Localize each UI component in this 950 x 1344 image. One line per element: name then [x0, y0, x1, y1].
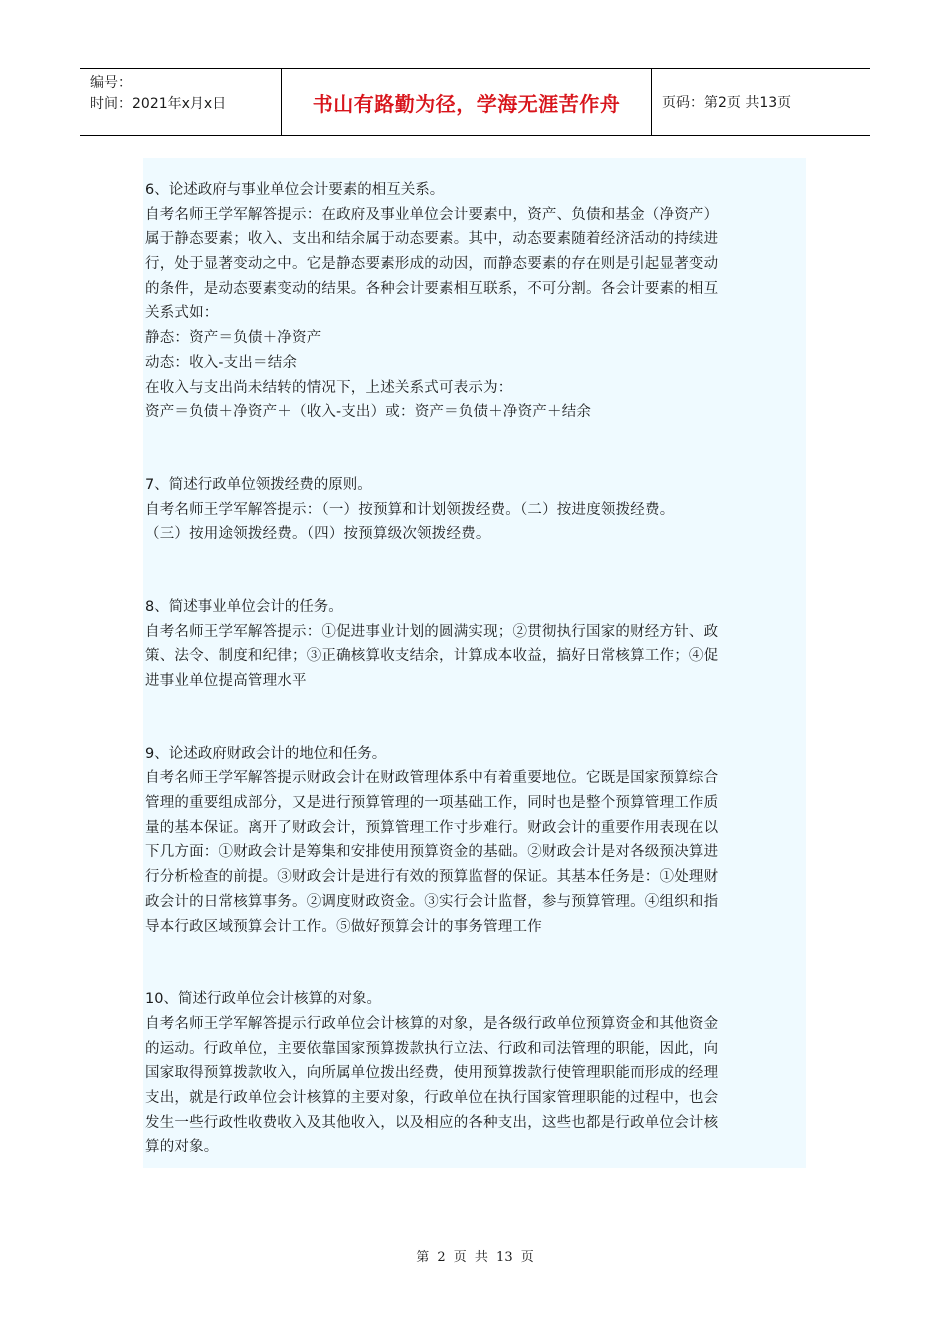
question-section	[145, 178, 806, 425]
question-title: 8、简述事业单位会计的任务。	[145, 598, 343, 615]
answer-line: 行，处于显著变动之中。它是静态要素形成的动因，而静态要素的存在则是引起显著变动	[145, 256, 719, 273]
answer-line: 自考名师王学军解答提示：①促进事业计划的圆满实现；②贯彻执行国家的财经方针、政	[145, 623, 719, 640]
answer-line: 算的对象。	[145, 1139, 219, 1156]
answer-line: （三）按用途领拨经费。（四）按预算级次领拨经费。	[145, 526, 491, 543]
page-footer: 第 2 页 共 13 页	[416, 1250, 534, 1265]
answer-line: 的运动。行政单位，主要依靠国家预算拨款执行立法、行政和司法管理的职能，因此，向	[145, 1040, 719, 1057]
answer-line: 发生一些行政性收费收入及其他收入，以及相应的各种支出，这些也都是行政单位会计核	[145, 1114, 719, 1131]
answer-line: 自考名师王学军解答提示：（一）按预算和计划领拨经费。（二）按进度领拨经费。	[145, 501, 675, 518]
answer-line: 行分析检查的前提。③财政会计是进行有效的预算监督的保证。其基本任务是：①处理财	[145, 869, 719, 886]
header-page-number: 页码：第2页 共13页	[662, 95, 792, 111]
answer-line: 管理的重要组成部分，又是进行预算管理的一项基础工作，同时也是整个预算管理工作质	[145, 795, 719, 812]
answer-line: 的条件，是动态要素变动的结果。各种会计要素相互联系，不可分割。各会计要素的相互	[145, 280, 719, 297]
answer-line: 关系式如：	[145, 305, 219, 322]
question-section	[145, 595, 806, 694]
answer-line: 支出，就是行政单位会计核算的主要对象，行政单位在执行国家管理职能的过程中，也会	[145, 1089, 719, 1106]
answer-line: 进事业单位提高管理水平	[145, 673, 307, 689]
answer-line: 在收入与支出尚未结转的情况下，上述关系式可表示为：	[145, 379, 513, 396]
answer-line: 自考名师王学军解答提示财政会计在财政管理体系中有着重要地位。它既是国家预算综合	[145, 770, 719, 787]
doc-number-label: 编号：	[90, 75, 132, 91]
answer-line: 量的基本保证。离开了财政会计，预算管理工作寸步难行。财政会计的重要作用表现在以	[145, 819, 719, 836]
answer-line: 资产＝负债＋净资产＋（收入-支出）或：资产＝负债＋净资产＋结余	[145, 404, 592, 421]
answer-line: 动态：收入-支出＝结余	[145, 354, 298, 371]
document-body	[143, 158, 806, 1168]
question-title: 10、简述行政单位会计核算的对象。	[145, 991, 381, 1008]
answer-line: 属于静态要素；收入、支出和结余属于动态要素。其中，动态要素随着经济活动的持续进	[145, 231, 719, 248]
page-header	[80, 68, 870, 136]
answer-line: 自考名师王学军解答提示：在政府及事业单位会计要素中，资产、负债和基金（净资产）	[145, 206, 719, 223]
answer-line: 静态：资产＝负债＋净资产	[145, 330, 322, 347]
question-section	[145, 987, 806, 1160]
answer-line: 下几方面：①财政会计是筹集和安排使用预算资金的基础。②财政会计是对各级预决算进	[145, 844, 719, 861]
question-title: 9、论述政府财政会计的地位和任务。	[145, 745, 387, 762]
question-title: 6、论述政府与事业单位会计要素的相互关系。	[145, 182, 445, 198]
answer-line: 策、法令、制度和纪律；③正确核算收支结余，计算成本收益，搞好日常核算工作；④促	[145, 648, 719, 665]
answer-line: 自考名师王学军解答提示行政单位会计核算的对象，是各级行政单位预算资金和其他资金	[145, 1015, 719, 1032]
doc-time-label: 时间：2021年x月x日	[90, 96, 227, 112]
question-section	[145, 742, 806, 940]
question-title: 7、简述行政单位领拨经费的原则。	[145, 476, 372, 493]
header-meta	[80, 69, 282, 135]
answer-line: 导本行政区域预算会计工作。⑤做好预算会计的事务管理工作	[145, 918, 542, 935]
answer-line: 政会计的日常核算事务。②调度财政资金。③实行会计监督，参与预算管理。④组织和指	[145, 893, 719, 910]
question-section	[145, 473, 806, 547]
header-motto: 书山有路勤为径，学海无涯苦作舟	[282, 69, 652, 135]
answer-line: 国家取得预算拨款收入，向所属单位拨出经费，使用预算拨款行使管理职能而形成的经理	[145, 1065, 719, 1082]
